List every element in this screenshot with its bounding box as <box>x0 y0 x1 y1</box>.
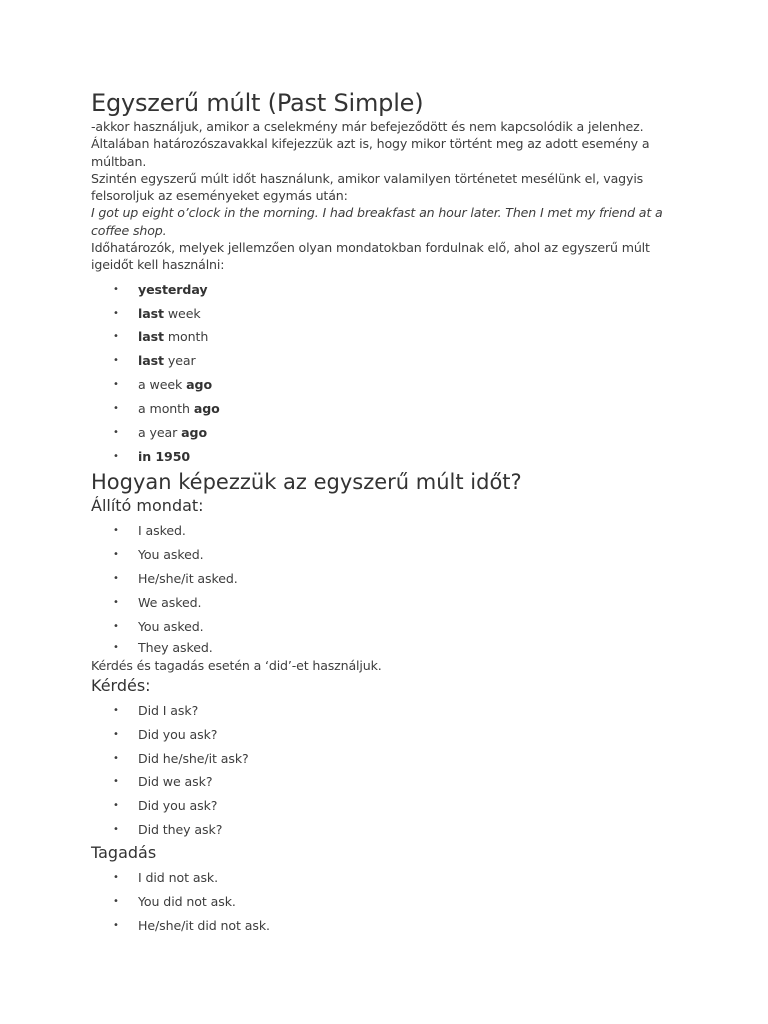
list-item: • They asked. <box>91 638 678 657</box>
intro-paragraph-1: -akkor használjuk, amikor a cselekmény már befejeződött és nem kapcsolódik a jelenhez. <box>91 119 644 134</box>
intro-paragraph-2: Általában határozószavakkal kifejezzük azt is, hogy mikor történt meg az adott esemény a múltban. <box>91 136 650 169</box>
time-expressions-intro: Időhatározók, melyek jellemzően olyan mondatokban fordulnak elő, ahol az egyszerű múlt igeidőt kell használni: <box>91 240 650 273</box>
negative-heading: Tagadás <box>91 843 157 863</box>
list-item: • Did you ask? <box>91 794 678 818</box>
list-item: • I did not ask. <box>91 866 678 890</box>
list-item: • last week <box>91 302 678 326</box>
question-list <box>91 699 678 842</box>
list-item: • Did you ask? <box>91 723 678 747</box>
list-item: • We asked. <box>91 591 678 615</box>
list-item: • Did we ask? <box>91 770 678 794</box>
time-expressions-list <box>91 278 678 469</box>
did-note: Kérdés és tagadás esetén a ‘did’-et használjuk. <box>91 658 382 674</box>
section-heading: Hogyan képezzük az egyszerű múlt időt? <box>91 469 522 494</box>
example-sentences: I got up eight o’clock in the morning. I had breakfast an hour later. Then I met my friend at a coffee shop. <box>91 205 663 238</box>
list-item: • a year ago <box>91 421 678 445</box>
list-item: • You did not ask. <box>91 890 678 914</box>
page-title: Egyszerű múlt (Past Simple) <box>91 89 424 117</box>
list-item: • I asked. <box>91 519 678 543</box>
list-item: • in 1950 <box>91 445 678 469</box>
list-item: • last month <box>91 325 678 349</box>
affirmative-list <box>91 519 678 658</box>
list-item: • Did they ask? <box>91 818 678 842</box>
list-item: • Did I ask? <box>91 699 678 723</box>
list-item: • a month ago <box>91 397 678 421</box>
affirmative-heading: Állító mondat: <box>91 495 204 515</box>
list-item: • He/she/it did not ask. <box>91 914 678 938</box>
list-item: • a week ago <box>91 373 678 397</box>
intro-paragraph-3: Szintén egyszerű múlt időt használunk, amikor valamilyen történetet mesélünk el, vagyis felsoroljuk az eseményeket egymás után: <box>91 170 644 204</box>
list-item: • You asked. <box>91 615 678 639</box>
list-item: • Did he/she/it ask? <box>91 747 678 771</box>
negative-list <box>91 866 678 938</box>
list-item: • last year <box>91 349 678 373</box>
list-item: • yesterday <box>91 278 678 302</box>
list-item: • He/she/it asked. <box>91 567 678 591</box>
list-item: • You asked. <box>91 543 678 567</box>
question-heading: Kérdés: <box>91 675 151 695</box>
